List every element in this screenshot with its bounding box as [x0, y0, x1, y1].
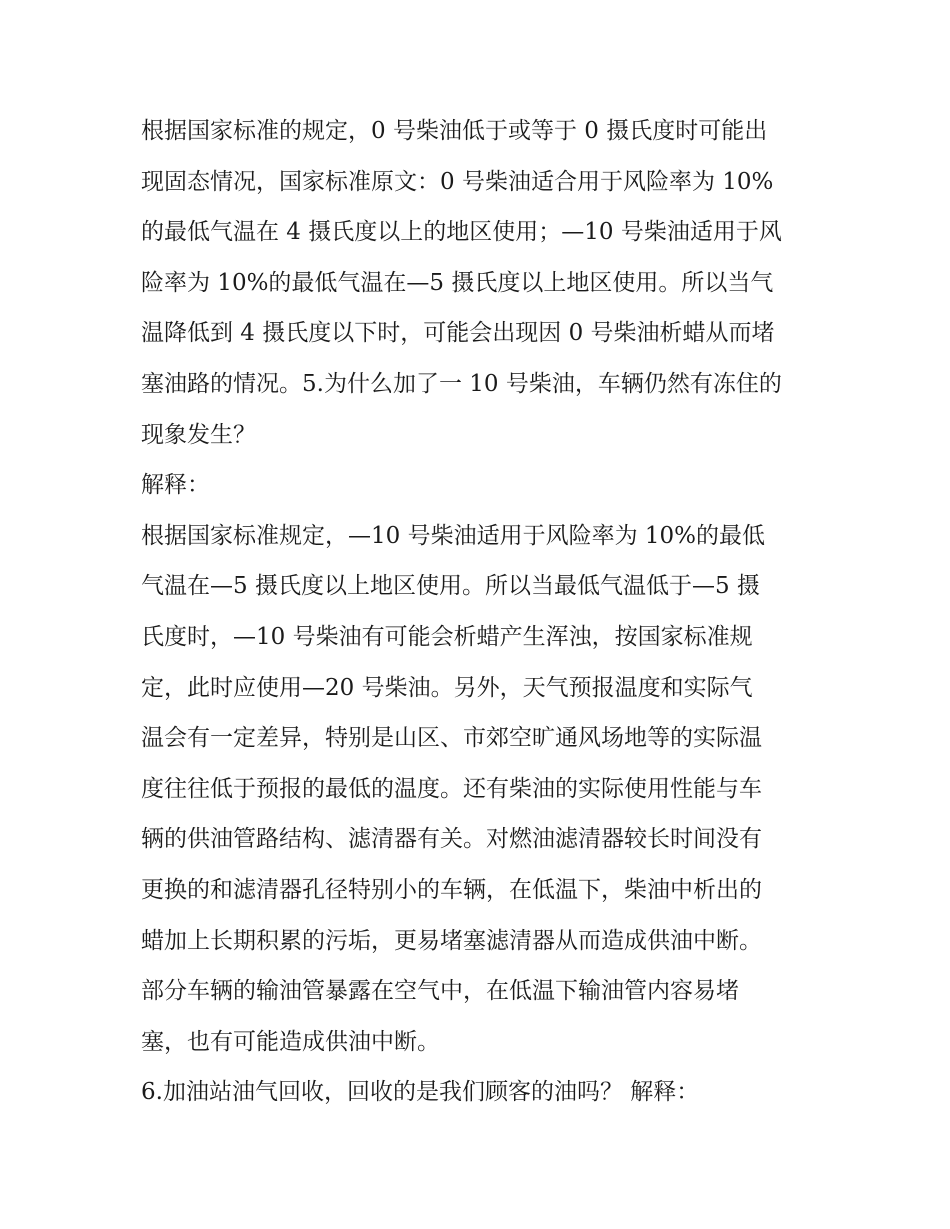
text-line: 的最低气温在 4 摄氏度以上的地区使用；—10 号柴油适用于风 — [141, 219, 782, 246]
section-heading-explanation: 解释： — [141, 472, 210, 499]
text-line: 度往往低于预报的最低的温度。还有柴油的实际使用性能与车 — [141, 775, 762, 802]
text-line: 现象发生？ — [141, 421, 256, 448]
text-line: 根据国家标准规定，—10 号柴油适用于风险率为 10%的最低 — [141, 522, 766, 549]
text-line: 气温在—5 摄氏度以上地区使用。所以当最低气温低于—5 摄 — [141, 573, 760, 600]
text-line: 险率为 10%的最低气温在—5 摄氏度以上地区使用。所以当气 — [141, 269, 774, 296]
text-line: 蜡加上长期积累的污垢，更易堵塞滤清器从而造成供油中断。 — [141, 927, 762, 954]
text-line: 更换的和滤清器孔径特别小的车辆，在低温下，柴油中析出的 — [141, 876, 762, 903]
text-line: 辆的供油管路结构、滤清器有关。对燃油滤清器较长时间没有 — [141, 826, 762, 853]
text-line: 塞油路的情况。5.为什么加了一 10 号柴油，车辆仍然有冻住的 — [141, 370, 782, 397]
text-line: 温降低到 4 摄氏度以下时，可能会出现因 0 号柴油析蜡从而堵 — [141, 320, 775, 347]
text-line: 部分车辆的输油管暴露在空气中，在低温下输油管内容易堵 — [141, 978, 739, 1005]
text-line: 氏度时，—10 号柴油有可能会析蜡产生浑浊，按国家标准规 — [141, 623, 753, 650]
text-line: 温会有一定差异，特别是山区、市郊空旷通风场地等的实际温 — [141, 725, 762, 752]
document-body — [141, 106, 821, 1118]
text-line: 根据国家标准的规定，0 号柴油低于或等于 0 摄氏度时可能出 — [141, 118, 768, 144]
text-line: 塞，也有可能造成供油中断。 — [141, 1028, 440, 1055]
text-line: 现固态情况，国家标准原文：0 号柴油适合用于风险率为 10% — [141, 168, 774, 195]
question-heading: 6.加油站油气回收，回收的是我们顾客的油吗？ 解释： — [141, 1079, 700, 1106]
text-line: 定，此时应使用—20 号柴油。另外，天气预报温度和实际气 — [141, 674, 753, 701]
